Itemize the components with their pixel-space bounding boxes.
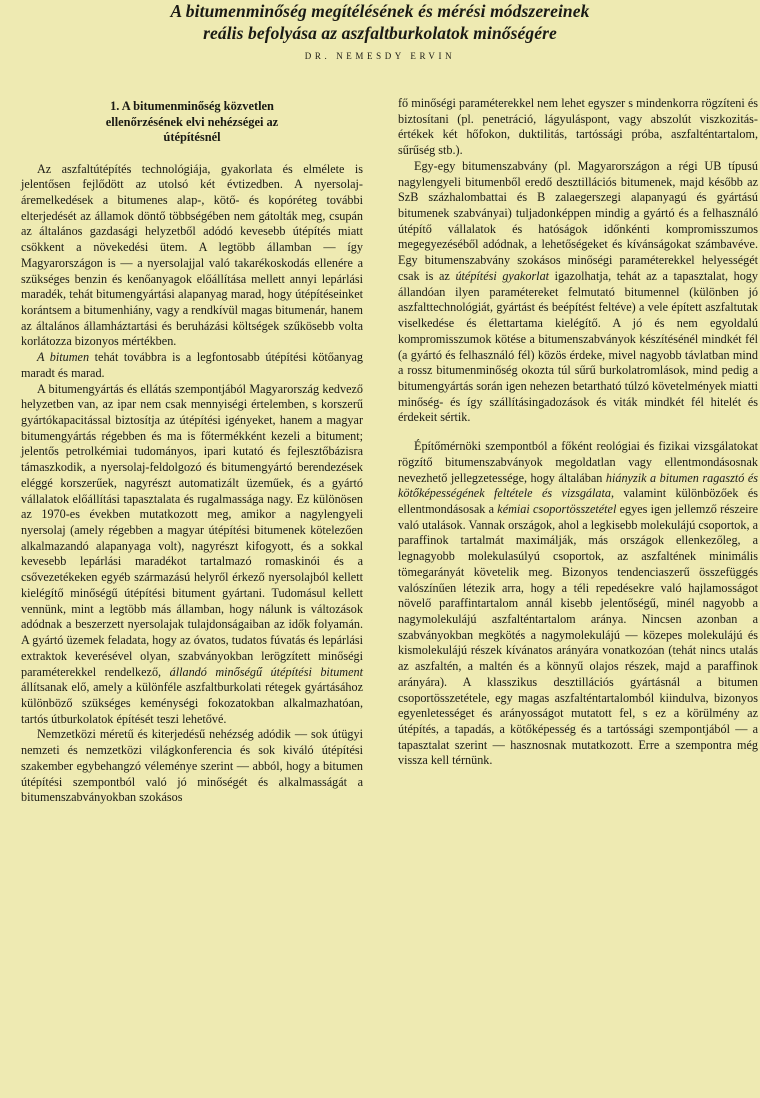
right-paragraph-3 [398,439,758,769]
left-paragraph-1: Az aszfaltútépítés technológiája, gyakorlata és elmélete is jelentősen fejlődött az utolsó két évtizedben. A nyersolaj-áremelkedések a bitumenes alap-, kötő- és kopóréteg további elterjedését az államok döntő többségében nem gátolták meg, csupán az általános gazdasági helyzetből adódó kevesebb útépítés miatt csökkent a növekedési ütem. A legtöbb államban — így Magyarországon is — a nyersolajjal való takarékoskodás ellenére a szükséges benzin és kenőanyagok előállítása mellett annyi lepárlási maradék, tehát bitumengyártási alapanyag marad, hogy útépítéseinket korántsem a bitumenhiány, vagy a rendkívül magas bitumenár, hanem az általános államháztartási és beruházási költségek szűkösebb volta korlátozza bizonyos mértékben. [21,161,363,349]
left-column [21,96,363,806]
right-paragraph-2-emphasis: útépítési gyakorlat [455,268,550,283]
article-title-line-2: reális befolyása az aszfaltburkolatok minőségére [203,23,557,43]
section-heading-line-1: 1. A bitumenminőség közvetlen [110,99,274,113]
left-paragraph-3-text-a: A bitumengyártás és ellátás szempontjából Magyarország kedvező helyzetben van, az ipar nem csak mennyiségi értelemben, s korszerű gyártókapacitással biztosítja az útépítési igényeket, hanem a magyar bitumengyártás régebben és ma is főtermékként kezeli a bitument; jelentős petrolkémiai tudományos, ipari kutató és fejlesztőbázisra támaszkodik, a nyersolaj-feldolgozó és bitumengyártó berendezések eléggé korszerűek, nagyrészt automatizált üzeműek, és a gyártó vállalatok előállítási tapasztalata és rugalmassága nagy. Ez különösen az 1970-es években mutatkozott meg, amikor a nagylengyeli nyersolaj (amely régebben a magyar útépítési bitumenek kötelezően alkalmazandó alapanyaga volt), nagyrészt kifogyott, és a sokkal kevesebb lepárlási maradékot tartalmazó romaskinói és a csővezetékeken egyéb származású helyről érkező nyersolajból kellett kielégítő minőségű útépítési bitument gyártani. Tudomásul kellett vennünk, mint a legtöbb más államban, hogy nálunk is változások adódnak a beszerzett nyersolajak tulajdonságaiban az idők folyamán. A gyártó üzemek feladata, hogy az óvatos, tudatos fúvatás és lepárlási extraktok keverésével olyan, szabványokban lerögzített minőségi paraméterekkel rendelkező, [21,381,363,679]
left-paragraph-4: Nemzetközi méretű és kiterjedésű nehézség adódik — sok útügyi nemzeti és nemzetközi világkonferencia és sok kiváló útépítési szakember egybehangzó véleménye szerint — abból, hogy a bitumen útépítési szempontból való jó minőségét és alkalmasságát a bitumenszabványokban szokásos [21,727,363,805]
right-paragraph-2-text-b: igazolhatja, tehát az a tapasztalat, hogy állandóan ilyen paramétereket felmutató bitumennel (különben jó aszfalttechnológiát, gyártást és beépítést feltéve) a vele épített aszfaltutak viselkedése és élettartama kielégítő. A jó és nem egyoldalú kompromisszumok kötése a bitumenszabványok készítésénél mindkét fél (a gyártó és felhasználó fél) közös érdeke, mivel nagyobb távlatban mind a rossz bitumenminőség okozta túl sűrű burkolatromlások, mind pedig a bitumengyártás során igen nehezen betartható túlzó követelmények miatti minőség- és így szállításingadozások és viták mindkét fél hitelét és érdekeit sértik. [398,268,758,425]
right-paragraph-3-emphasis-2: kémiai csoportösszetétel [497,501,617,516]
article-author: DR. NEMESDY ERVIN [304,51,456,61]
left-paragraph-3 [21,382,363,728]
left-paragraph-3-emphasis: állandó minőségű útépítési bitument [169,664,363,679]
left-paragraph-3-text-b: állítsanak elő, amely a különféle aszfaltburkolati rétegek gyártásához különböző szükséges keménységi fokozatokban alkalmazhatóan, tartós útburkolatok építését teszi lehetővé. [21,680,363,726]
right-paragraph-3-text-c: egyes igen jellemző részeire való utalások. Vannak országok, ahol a legkisebb molekulájú csoportok, a paraffinok tartalmát maximálják, más országok ellenkezőleg, a legnagyobb molekulasúlyú csoportok, az aszfaltének minimális tömegarányát követelik meg. Bizonyos tendenciaszerű összefüggés valószínűen létezik arra, hogy a téli repedésekre való hajlamosságot növelő paraffintartalom annál kisebb jelentőségű, minél nagyobb a nagymolekulájú aszfalténtartalom aránya. Nincsen azonban a szabványokban megkötés a nagymolekulájú — közepes molekulájú és kismolekulájú részek kívánatos arányára vonatkozóan (tehát nincs utalás az aszfaltén, a maltén és a könnyű olajos részek, majd a paraffinok arányára). A klasszikus desztillációs gyártásnál a bitumen csoportösszetétele, egy magas aszfalténtartalomból kiindulva, bizonyos egyenletességet és arányosságot mutatott fel, s ez a körülmény az útépítés, a tapadás, a kötőképesség és a tartóssági szempontjából — a tapasztalat szerint — hasznosnak mutatkozott. Erre a szempontra még vissza kell térnünk. [398,501,759,768]
left-paragraph-2 [21,350,363,381]
section-heading [21,99,363,146]
left-paragraph-2-text: tehát továbbra is a legfontosabb útépítési kötőanyag maradt és marad. [21,350,363,380]
article-title-line-1: A bitumenminőség megítélésének és mérési módszereinek [170,1,590,21]
right-paragraph-3-text-a: Építőmérnöki szempontból a főként reológiai és fizikai vizsgálatokat rögzítő bitumenszabványok megoldatlan vagy ellentmondásosnak nevezhető jellegzetessége, hogy általában [398,439,758,485]
right-paragraph-3-emphasis-1: hiányzik a bitumen ragasztó és kötőképességének feltétele és vizsgálata [398,470,758,501]
article-header [0,0,760,62]
right-paragraph-2 [398,159,758,426]
right-paragraph-1: fő minőségi paraméterekkel nem lehet egyszer s mindenkorra rögzíteni és biztosítani (pl. penetráció, lágyuláspont, vagy abszolút viszkozitás-értékek két hőfokon, duktilitás, tartóssági próba, aszfalténtartalom, sűrűség stb.). [398,96,758,158]
section-heading-line-3: útépítésnél [163,130,221,144]
right-paragraph-3-text-b: , valamint különbözőek és ellentmondásosak a [398,486,758,516]
right-column [398,96,758,769]
right-paragraph-2-text-a: Egy-egy bitumenszabvány (pl. Magyarországon a régi UB típusú nagylengyeli bitumenből eredő desztillációs bitumenek, majd később az SzB százhalombattai és B zalaegerszegi alapanyagú és gyártású bitumenek szabványai) tuljadonképpen mindig a gyártó és a felhasználó útépítő vállalatok és hatóságok időnkénti kompromisszumos megegyezéséből adódnak, a lehetőségeket és kívánságokat számbavéve. Egy bitumenszabvány szokásos minőségi paraméterekkel helyességét csak is az [398,158,758,283]
section-heading-line-2: ellenőrzésének elvi nehézségei az [105,114,279,129]
left-paragraph-2-emphasis: A bitumen [37,350,90,365]
